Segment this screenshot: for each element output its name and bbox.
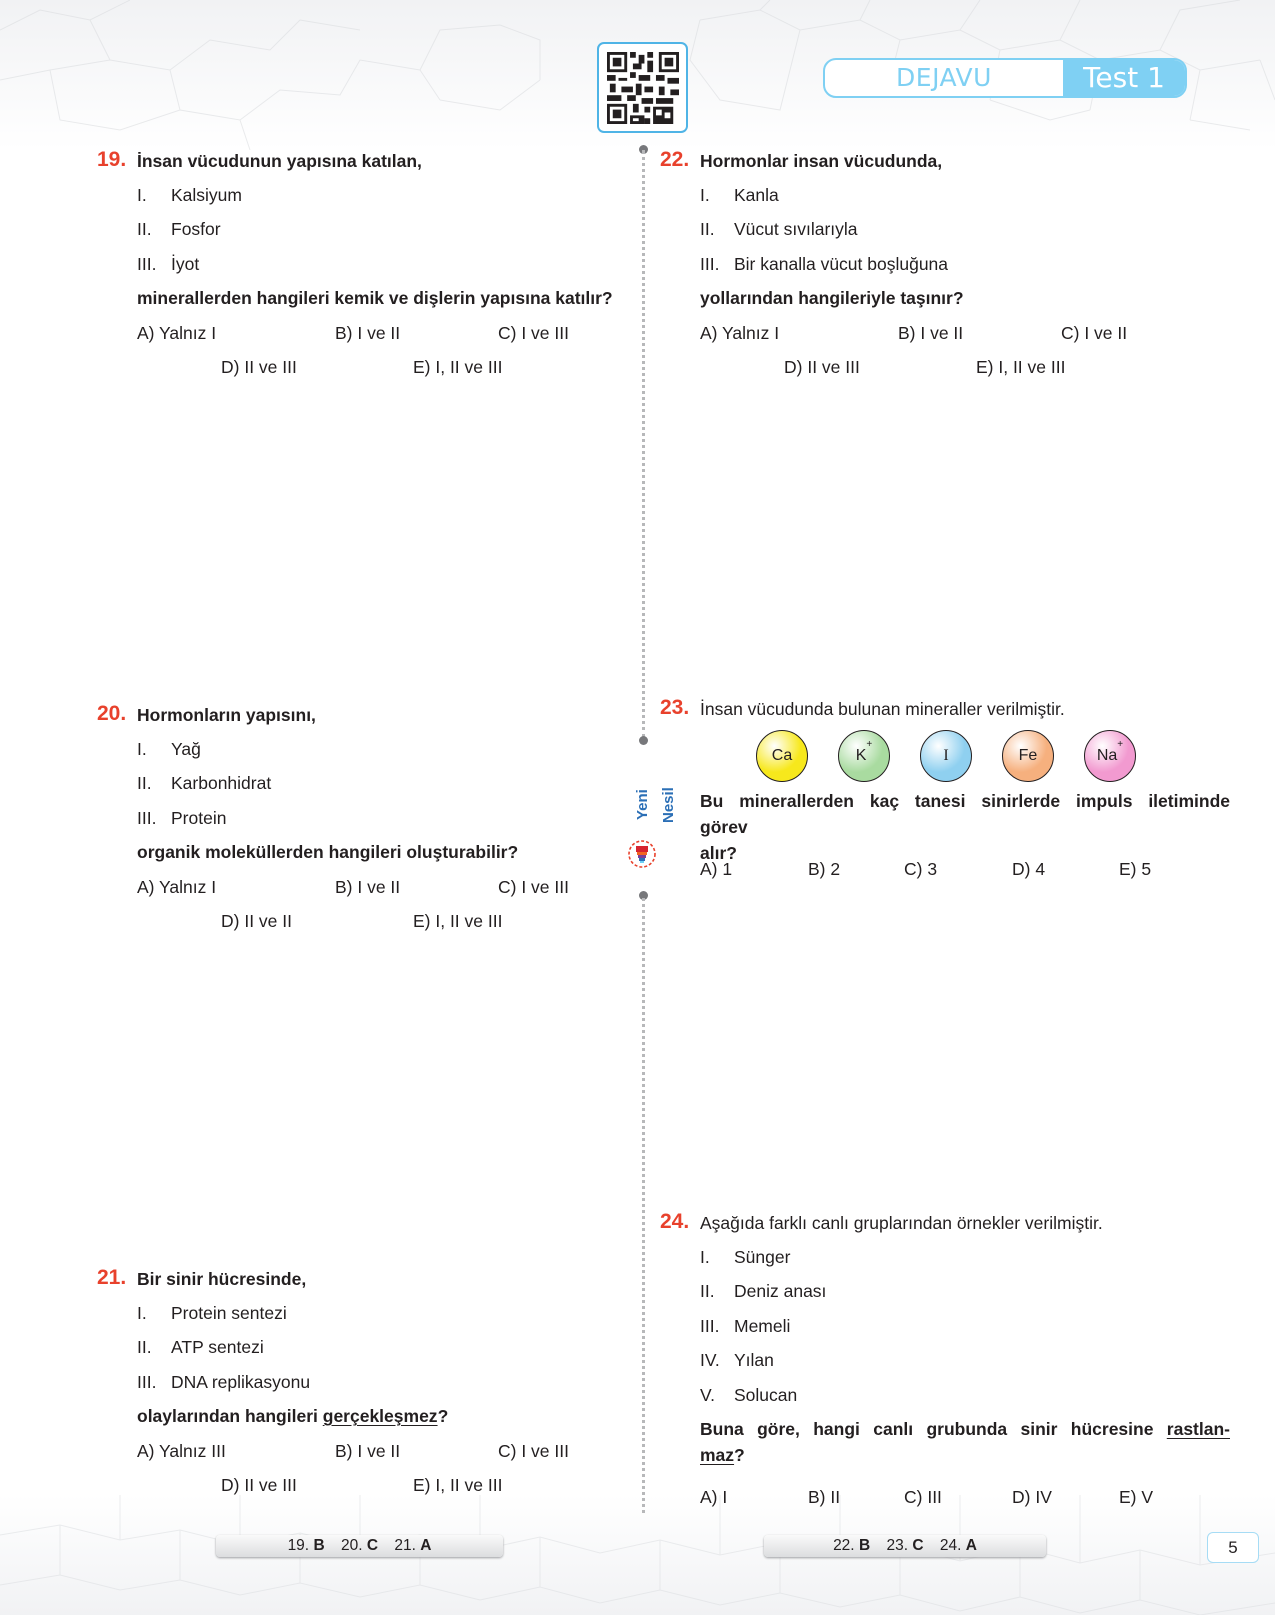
option-c[interactable]: C) 3 — [904, 859, 938, 879]
option-e[interactable]: E) I, II ve III — [413, 1475, 503, 1495]
series-label: DEJAVU — [896, 63, 992, 92]
list-item: I. Protein sentezi — [137, 1303, 287, 1323]
mineral-circle-na: Na+ — [1084, 730, 1136, 782]
option-b[interactable]: B) I ve II — [335, 1441, 401, 1461]
qr-code[interactable] — [597, 42, 688, 133]
column-divider — [642, 150, 645, 738]
option-c[interactable]: C) I ve III — [498, 877, 569, 897]
option-d[interactable]: D) II ve III — [784, 357, 860, 377]
option-b[interactable]: B) I ve II — [335, 877, 401, 897]
test-label: Test 1 — [1063, 60, 1185, 96]
list-item: II. ATP sentezi — [137, 1337, 264, 1357]
option-b[interactable]: B) I ve II — [898, 323, 964, 343]
question-prompt: organik moleküllerden hangileri oluşturabilir? — [137, 842, 519, 862]
emphasis-text: gerçekleşmez — [322, 1406, 438, 1426]
option-d[interactable]: D) IV — [1012, 1487, 1052, 1507]
list-item: II. Karbonhidrat — [137, 773, 272, 793]
list-item: I. Kalsiyum — [137, 185, 242, 205]
question-number: 24. — [660, 1210, 690, 1233]
mineral-circle-ca: Ca — [756, 730, 808, 782]
list-item: IV. Yılan — [700, 1350, 774, 1370]
hex-pattern-bottom — [0, 1495, 1275, 1615]
mineral-circle-fe: Fe — [1002, 730, 1054, 782]
option-e[interactable]: E) I, II ve III — [413, 357, 503, 377]
list-item: I. Kanla — [700, 185, 779, 205]
list-item: I. Yağ — [137, 739, 201, 759]
option-e[interactable]: E) I, II ve III — [976, 357, 1066, 377]
list-item: II. Vücut sıvılarıyla — [700, 219, 858, 239]
question-stem: İnsan vücudunun yapısına katılan, — [137, 151, 422, 171]
qr-code-icon — [607, 52, 679, 124]
question-stem: İnsan vücudunda bulunan mineraller verilmiştir. — [700, 699, 1065, 719]
option-b[interactable]: B) II — [808, 1487, 841, 1507]
option-e[interactable]: E) V — [1119, 1487, 1154, 1507]
column-divider — [642, 898, 645, 1513]
answer-key-right: 22. B 23. C 24. A — [764, 1535, 1046, 1557]
question-prompt-line2: maz? — [700, 1445, 745, 1465]
list-item: I. Sünger — [700, 1247, 791, 1267]
emphasis-text: maz — [700, 1445, 735, 1465]
question-number: 19. — [97, 148, 127, 171]
list-item: V. Solucan — [700, 1385, 798, 1405]
question-prompt-line1: Bu minerallerden kaç tanesi sinirlerde impuls iletiminde — [700, 791, 1230, 811]
option-d[interactable]: D) II ve III — [221, 1475, 297, 1495]
list-item: II. Deniz anası — [700, 1281, 827, 1301]
question-prompt-line1: Buna göre, hangi canlı grubunda sinir hücresine rastlan- — [700, 1419, 1230, 1439]
question-stem: Bir sinir hücresinde, — [137, 1269, 307, 1289]
option-d[interactable]: D) 4 — [1012, 859, 1046, 879]
option-a[interactable]: A) I — [700, 1487, 728, 1507]
yeni-nesil-label: Yeni Nesil — [634, 787, 677, 823]
list-item: III. İyot — [137, 254, 200, 274]
question-number: 22. — [660, 148, 690, 171]
option-c[interactable]: C) III — [904, 1487, 942, 1507]
list-item: II. Fosfor — [137, 219, 221, 239]
option-a[interactable]: A) Yalnız III — [137, 1441, 226, 1461]
option-a[interactable]: A) 1 — [700, 859, 733, 879]
mineral-circle-i: I — [920, 730, 972, 782]
option-d[interactable]: D) II ve III — [221, 357, 297, 377]
emphasis-text: rastlan- — [1166, 1419, 1230, 1439]
option-e[interactable]: E) I, II ve III — [413, 911, 503, 931]
question-stem: Hormonlar insan vücudunda, — [700, 151, 943, 171]
option-c[interactable]: C) I ve III — [498, 1441, 569, 1461]
option-b[interactable]: B) I ve II — [335, 323, 401, 343]
mineral-circle-k: K+ — [838, 730, 890, 782]
question-stem: Aşağıda farklı canlı gruplarından örnekler verilmiştir. — [700, 1213, 1103, 1233]
option-a[interactable]: A) Yalnız I — [700, 323, 780, 343]
question-prompt-line2: görev alır? — [700, 817, 748, 863]
answer-key-left: 19. B 20. C 21. A — [216, 1535, 503, 1557]
option-e[interactable]: E) 5 — [1119, 859, 1152, 879]
option-a[interactable]: A) Yalnız I — [137, 323, 217, 343]
option-d[interactable]: D) II ve II — [221, 911, 292, 931]
question-stem: Hormonların yapısını, — [137, 705, 316, 725]
list-item: III. Bir kanalla vücut boşluğuna — [700, 254, 949, 274]
list-item: III. Protein — [137, 808, 227, 828]
list-item: III. Memeli — [700, 1316, 791, 1336]
option-c[interactable]: C) I ve III — [498, 323, 569, 343]
divider-dot — [639, 736, 648, 745]
question-number: 20. — [97, 702, 127, 725]
question-prompt: minerallerden hangileri kemik ve dişlerin yapısına katılır? — [137, 288, 613, 308]
question-prompt: olaylarından hangileri gerçekleşmez? — [137, 1406, 449, 1426]
question-number: 21. — [97, 1266, 127, 1289]
test-badge — [823, 58, 1187, 98]
option-c[interactable]: C) I ve II — [1061, 323, 1128, 343]
option-a[interactable]: A) Yalnız I — [137, 877, 217, 897]
list-item: III. DNA replikasyonu — [137, 1372, 311, 1392]
yeni-nesil-logo-icon — [627, 838, 657, 870]
page-number: 5 — [1207, 1532, 1259, 1563]
question-number: 23. — [660, 696, 690, 719]
option-b[interactable]: B) 2 — [808, 859, 841, 879]
question-prompt: yollarından hangileriyle taşınır? — [700, 288, 964, 308]
